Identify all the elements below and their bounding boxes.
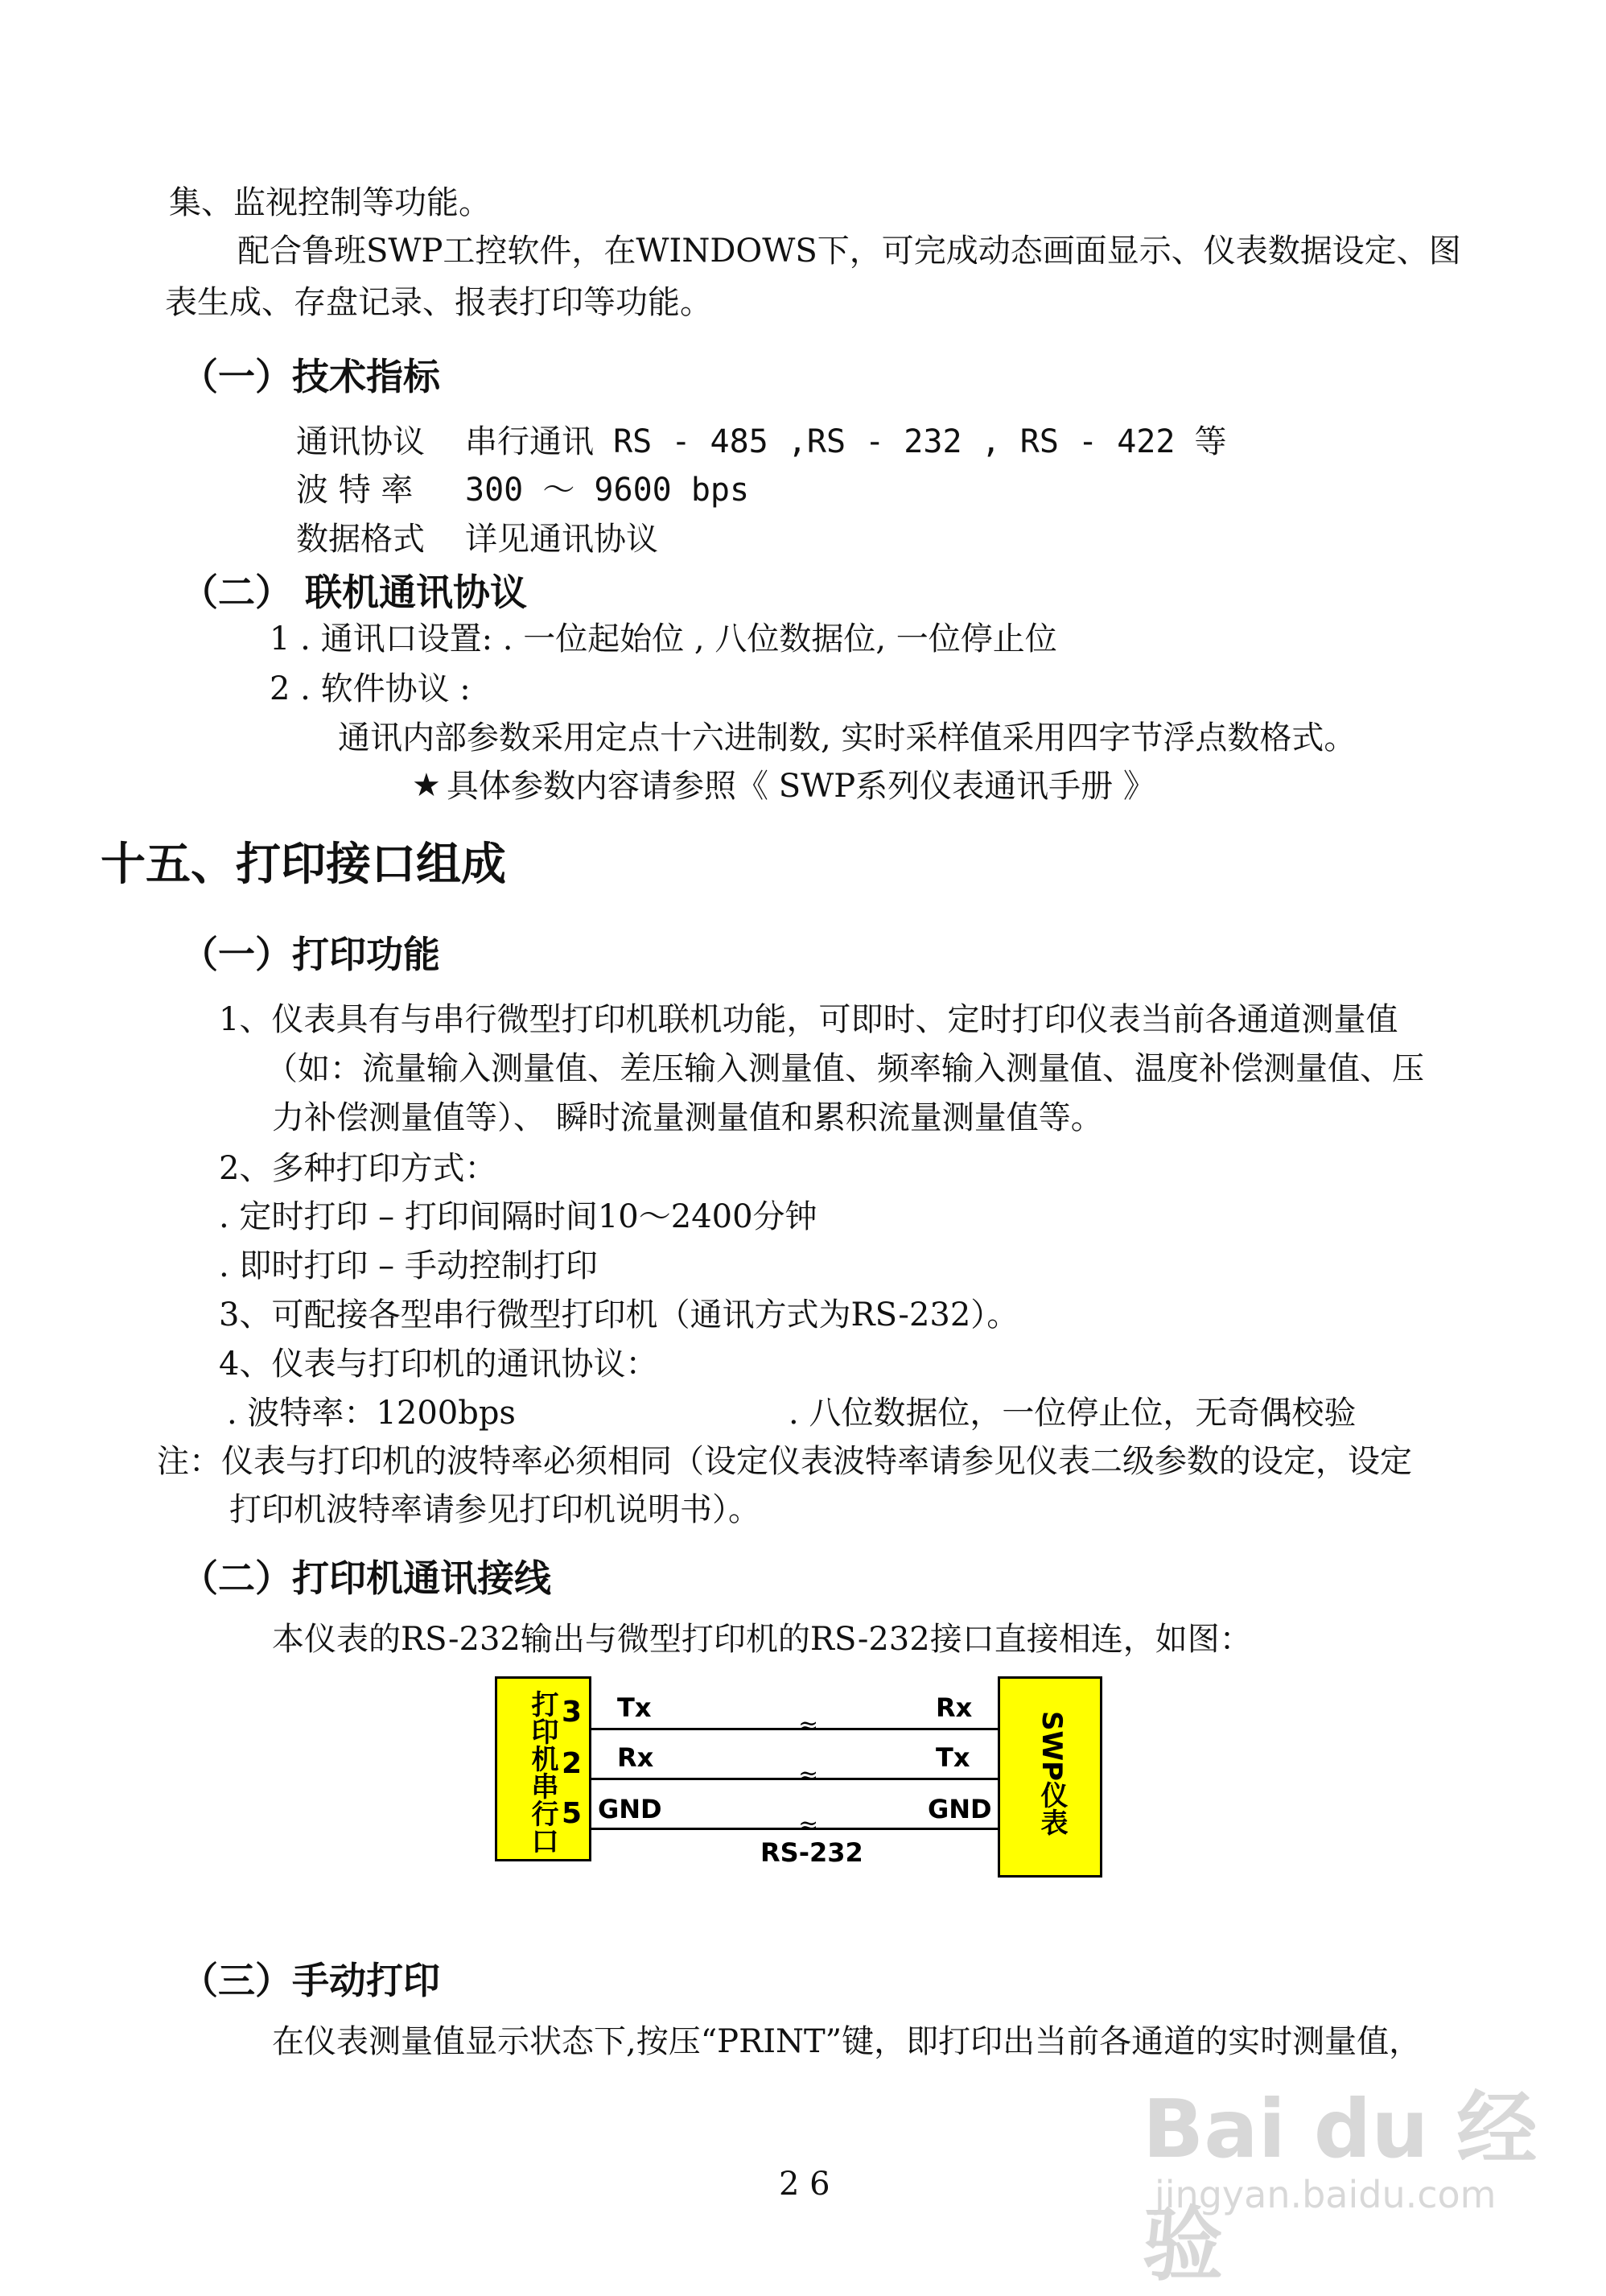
page-number: 2 6	[779, 2166, 830, 2203]
break-mark-2: ≈	[798, 1762, 819, 1790]
right-signal-tx: Tx	[936, 1742, 970, 1773]
print-func-p4-format: . 八位数据位，一位停止位，无奇偶校验	[789, 1395, 1357, 1432]
intro-line-2: 配合鲁班SWP工控软件，在WINDOWS下，可完成动态画面显示、仪表数据设定、图	[237, 233, 1461, 270]
spec-value-protocol: 串行通讯 RS - 485 ,RS - 232 , RS - 422 等	[465, 423, 1227, 460]
left-signal-gnd: GND	[598, 1794, 662, 1824]
break-mark-1: ≈	[798, 1712, 819, 1740]
protocol-item-2: 2 . 软件协议 :	[270, 670, 471, 707]
intro-line-1: 集、监视控制等功能。	[169, 184, 491, 221]
spec-label-format: 数据格式	[296, 521, 425, 558]
printer-port-label: 打印机串行口	[526, 1690, 558, 1854]
print-func-p4-baud: . 波特率：1200bps	[227, 1395, 516, 1432]
break-mark-3: ≈	[798, 1812, 819, 1840]
heading-tech-specs: （一）技术指标	[181, 355, 440, 398]
wiring-intro: 本仪表的RS-232输出与微型打印机的RS-232接口直接相连，如图：	[272, 1621, 1252, 1658]
heading-printer-wiring: （二）打印机通讯接线	[181, 1556, 551, 1600]
protocol-item-1: 1 . 通讯口设置: . 一位起始位 , 八位数据位, 一位停止位	[270, 620, 1057, 657]
right-signal-rx: Rx	[936, 1692, 973, 1723]
heading-print-function: （一）打印功能	[181, 933, 440, 976]
print-func-p2: 2、多种打印方式：	[219, 1150, 497, 1187]
spec-label-baud: 波 特 率	[296, 472, 414, 509]
print-func-note-line1: 注：仪表与打印机的波特率必须相同（设定仪表波特率请参见仪表二级参数的设定，设定	[157, 1443, 1412, 1480]
spec-value-baud: 300 ～ 9600 bps	[465, 472, 750, 509]
manual-print-p1: 在仪表测量值显示状态下,按压“PRINT”键，即打印出当前各通道的实时测量值，	[272, 2023, 1422, 2060]
right-signal-gnd: GND	[928, 1794, 992, 1824]
star-icon: ★	[412, 767, 441, 804]
swp-instrument-label: SWP仪表	[1036, 1711, 1068, 1836]
intro-line-3: 表生成、存盘记录、报表打印等功能。	[165, 284, 712, 321]
pin-5: 5	[562, 1797, 583, 1830]
wire-gnd	[591, 1828, 998, 1830]
baidu-watermark-url: jingyan.baidu.com	[1155, 2173, 1497, 2216]
protocol-item-2-detail: 通讯内部参数采用定点十六进制数, 实时采样值采用四字节浮点数格式。	[338, 719, 1357, 756]
print-func-p2-timed: . 定时打印 – 打印间隔时间10～2400分钟	[219, 1198, 817, 1235]
print-func-p1-line2: （如：流量输入测量值、差压输入测量值、频率输入测量值、温度补偿测量值、压	[266, 1050, 1424, 1087]
print-func-p1-line1: 1、仪表具有与串行微型打印机联机功能，可即时、定时打印仪表当前各通道测量值	[219, 1001, 1398, 1038]
spec-label-protocol: 通讯协议	[296, 423, 425, 460]
print-func-p2-instant: . 即时打印 – 手动控制打印	[219, 1247, 598, 1284]
pin-2: 2	[562, 1747, 583, 1780]
spec-value-format: 详见通讯协议	[465, 521, 658, 558]
print-func-note-line2: 打印机波特率请参见打印机说明书）。	[229, 1491, 760, 1528]
pin-3: 3	[562, 1696, 583, 1729]
left-signal-tx: Tx	[617, 1692, 652, 1723]
protocol-note: 具体参数内容请参照《 SWP系列仪表通讯手册 》	[447, 768, 1155, 805]
wire-tx	[591, 1728, 998, 1730]
wiring-diagram	[495, 1662, 1114, 1887]
chapter-15-title: 十五、打印接口组成	[101, 839, 506, 891]
print-func-p4: 4、仪表与打印机的通讯协议：	[219, 1346, 658, 1383]
swp-instrument-box	[998, 1676, 1102, 1878]
wire-rx	[591, 1778, 998, 1780]
baidu-watermark-logo: Bai du 经验	[1143, 2082, 1538, 2292]
heading-protocol: （二） 联机通讯协议	[181, 571, 528, 614]
rs232-caption: RS-232	[760, 1837, 863, 1868]
left-signal-rx: Rx	[617, 1742, 654, 1773]
heading-manual-print: （三）手动打印	[181, 1959, 440, 2002]
print-func-p1-line3: 力补偿测量值等）、 瞬时流量测量值和累积流量测量值等。	[272, 1099, 1103, 1136]
print-func-p3: 3、可配接各型串行微型打印机（通讯方式为RS-232）。	[219, 1296, 1019, 1333]
